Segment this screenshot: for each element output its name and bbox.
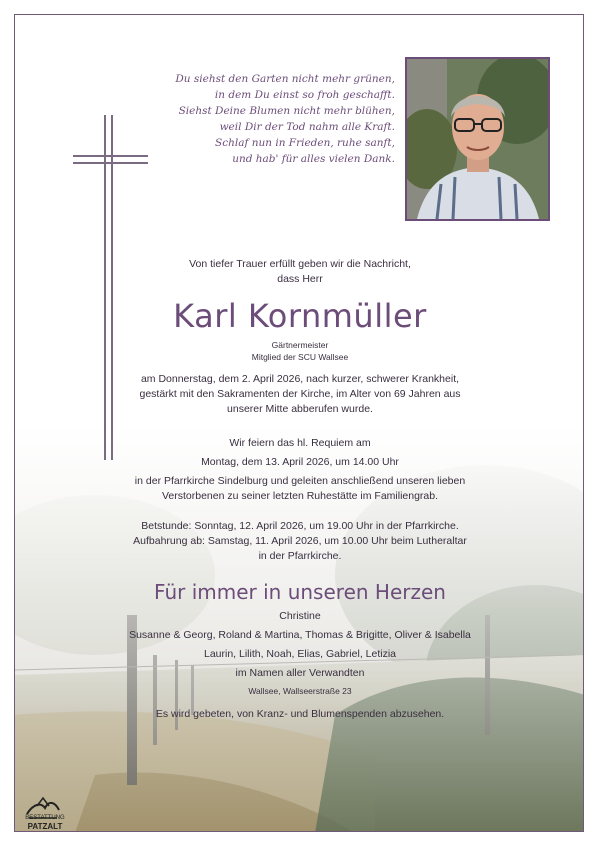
service-info: [15, 436, 584, 504]
deceased-name: Karl Kornmüller: [173, 297, 427, 335]
death-notice: [15, 372, 584, 417]
prayer-line-3: in der Pfarrkirche.: [258, 550, 342, 562]
intro-line-1: Von tiefer Trauer erfüllt geben wir die Nachricht,: [189, 258, 411, 270]
funeral-home-logo-text: [23, 815, 67, 831]
service-line-3: in der Pfarrkirche Sindelburg und geleiten anschließend unseren lieben: [134, 475, 466, 487]
prayer-line-1: Betstunde: Sonntag, 12. April 2026, um 19.00 Uhr in der Pfarrkirche.: [141, 520, 459, 532]
motto-heading: Für immer in unseren Herzen: [154, 580, 446, 604]
prayer-line-2: Aufbahrung ab: Samstag, 11. April 2026, um 10.00 Uhr beim Lutheraltar: [133, 535, 467, 547]
death-line-2: gestärkt mit den Sakramenten der Kirche, im Alter von 69 Jahren aus: [139, 388, 461, 400]
death-line-3: unserer Mitte abberufen wurde.: [227, 403, 373, 415]
service-line-2: Montag, dem 13. April 2026, um 14.00 Uhr: [201, 456, 399, 468]
family-line-1: Christine: [279, 610, 321, 622]
logo-line-1: BESTATTUNG: [25, 815, 65, 821]
deceased-titles: [15, 339, 584, 363]
service-line-1: Wir feiern das hl. Requiem am: [229, 437, 371, 449]
family-line-2: Susanne & Georg, Roland & Martina, Thomas & Brigitte, Oliver & Isabella: [129, 629, 471, 641]
page-frame: [14, 14, 584, 832]
service-line-4: Verstorbenen zu seiner letzten Ruhestätte im Familiengrab.: [161, 490, 439, 502]
poem-line: weil Dir der Tod nahm alle Kraft.: [219, 121, 395, 133]
family-block: [15, 579, 584, 722]
intro-line-2: dass Herr: [277, 273, 323, 285]
prayer-info: [15, 519, 584, 564]
poem-line: Siehst Deine Blumen nicht mehr blühen,: [178, 105, 395, 117]
poem-line: und hab' für alles vielen Dank.: [232, 153, 395, 165]
poem-line: in dem Du einst so froh geschafft.: [214, 89, 395, 101]
poem-line: Du siehst den Garten nicht mehr grünen,: [175, 73, 395, 85]
family-address: Wallsee, Wallseerstraße 23: [248, 686, 352, 696]
portrait-photo: [405, 57, 550, 221]
portrait-illustration: [407, 59, 548, 219]
title-occupation: Gärtnermeister: [271, 340, 329, 350]
deceased-name-block: [15, 297, 584, 335]
death-line-1: am Donnerstag, dem 2. April 2026, nach kurzer, schwerer Krankheit,: [140, 373, 460, 385]
poem-line: Schlaf nun in Frieden, ruhe sanft,: [215, 137, 395, 149]
title-membership: Mitglied der SCU Wallsee: [251, 352, 349, 362]
announcement-intro: [15, 257, 584, 287]
poem: [95, 71, 395, 167]
family-line-3: Laurin, Lilith, Noah, Elias, Gabriel, Letizia: [203, 648, 396, 660]
flower-note: Es wird gebeten, von Kranz- und Blumenspenden abzusehen.: [155, 708, 445, 720]
family-line-4: im Namen aller Verwandten: [235, 667, 365, 679]
logo-line-2: PATZALT: [27, 822, 63, 831]
